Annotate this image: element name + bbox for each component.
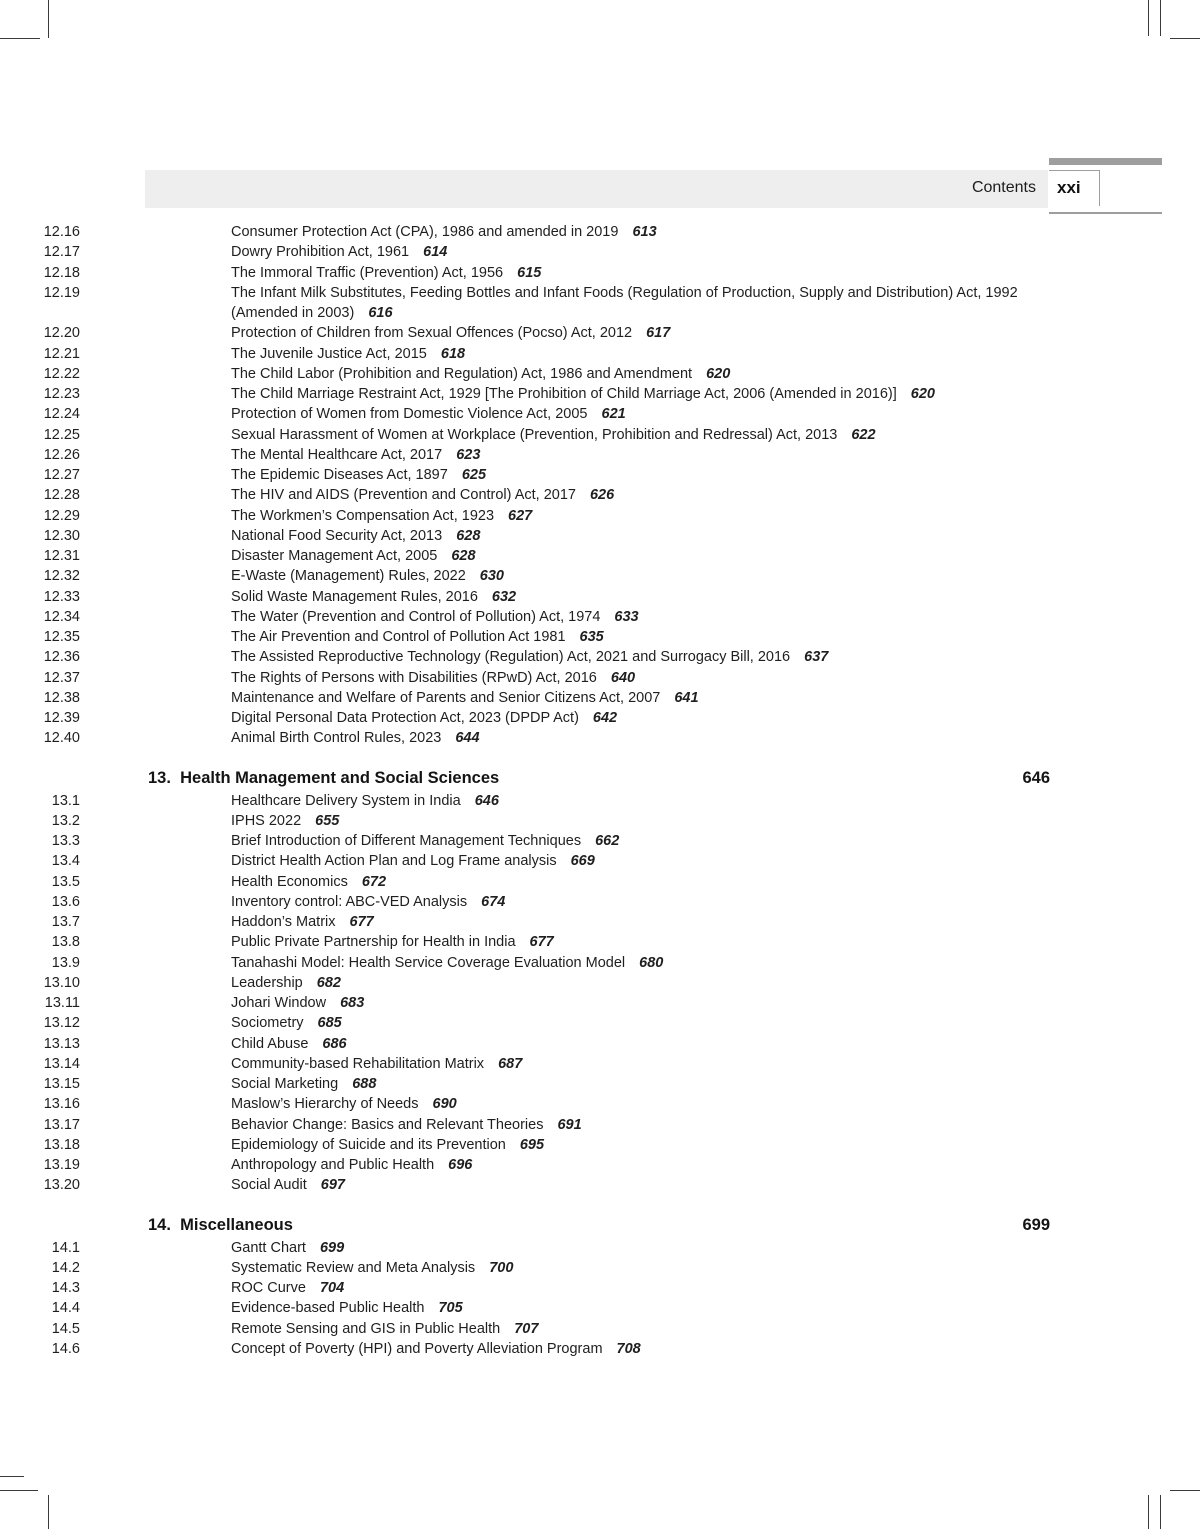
entry-title: Systematic Review and Meta Analysis xyxy=(231,1259,476,1276)
chapter-page-number: 646 xyxy=(1022,768,1050,787)
entry-title: Animal Birth Control Rules, 2023 xyxy=(231,730,442,747)
entry-number: 12.29 xyxy=(43,507,80,524)
entry-number: 14.1 xyxy=(51,1239,80,1256)
entry-text xyxy=(231,1135,1031,1155)
entry-page-number: 655 xyxy=(315,812,340,829)
entry-page-number: 699 xyxy=(319,1239,345,1256)
entry-page-number: 688 xyxy=(352,1076,377,1092)
entry-title: Disaster Management Act, 2005 xyxy=(231,548,438,564)
entry-number: 12.40 xyxy=(43,730,80,747)
entry-text xyxy=(231,1054,1031,1074)
entry-page-number: 677 xyxy=(529,934,554,951)
entry-text xyxy=(231,1074,1031,1094)
entry-page-number: 695 xyxy=(519,1136,545,1153)
entry-title: Haddon’s Matrix xyxy=(231,914,336,930)
entry-title: Brief Introduction of Different Management Techniques xyxy=(231,833,582,849)
entry-page-number: 669 xyxy=(570,853,595,870)
entry-page-number: 691 xyxy=(557,1116,582,1133)
entry-text xyxy=(231,1034,1031,1054)
entry-text xyxy=(231,973,1031,993)
entry-number: 13.5 xyxy=(51,873,80,890)
entry-title: National Food Security Act, 2013 xyxy=(231,527,443,544)
entry-title: Social Marketing xyxy=(231,1076,339,1092)
entry-text xyxy=(231,627,1031,647)
entry-text xyxy=(231,851,1031,871)
entry-page-number: 642 xyxy=(592,710,618,726)
entry-number: 14.4 xyxy=(51,1300,80,1317)
entry-title: Epidemiology of Suicide and its Prevention xyxy=(231,1136,506,1153)
entry-page-number: 697 xyxy=(320,1177,345,1194)
entry-title: E-Waste (Management) Rules, 2022 xyxy=(231,568,466,585)
entry-number: 12.35 xyxy=(43,629,80,645)
entry-text xyxy=(231,344,1031,364)
entry-number: 12.22 xyxy=(43,365,80,382)
entry-title: The Assisted Reproductive Technology (Regulation) Act, 2021 and Surrogacy Bill, 2016 xyxy=(231,649,791,666)
entry-page-number: 708 xyxy=(616,1340,641,1357)
crop-mark xyxy=(0,1476,24,1477)
entry-text xyxy=(231,872,1031,892)
entry-number: 13.15 xyxy=(43,1076,80,1092)
entry-text xyxy=(231,932,1031,952)
entry-title: Concept of Poverty (HPI) and Poverty Alleviation Program xyxy=(231,1340,603,1357)
entry-number: 13.2 xyxy=(51,812,80,829)
entry-page-number: 646 xyxy=(474,792,499,809)
entry-page-number: 621 xyxy=(601,406,626,423)
entry-page-number: 641 xyxy=(674,689,699,706)
entry-title: The Mental Healthcare Act, 2017 xyxy=(231,446,443,463)
entry-number: 12.39 xyxy=(43,710,80,726)
entry-number: 13.13 xyxy=(43,1035,80,1052)
crop-mark xyxy=(1160,0,1161,36)
entry-number: 13.3 xyxy=(51,833,80,849)
entry-title: Gantt Chart xyxy=(231,1239,306,1256)
entry-title: The Juvenile Justice Act, 2015 xyxy=(231,345,427,362)
entry-title: Remote Sensing and GIS in Public Health xyxy=(231,1320,501,1337)
entry-page-number: 686 xyxy=(322,1035,347,1052)
entry-number: 13.7 xyxy=(51,914,80,930)
entry-text xyxy=(231,384,1031,404)
entry-page-number: 622 xyxy=(851,426,876,443)
entry-page-number: 685 xyxy=(317,1015,342,1032)
entry-title: The HIV and AIDS (Prevention and Control) Act, 2017 xyxy=(231,487,576,504)
entry-page-number: 613 xyxy=(632,224,657,240)
entry-title: District Health Action Plan and Log Frame analysis xyxy=(231,853,557,870)
entry-title: Behavior Change: Basics and Relevant Theories xyxy=(231,1116,544,1133)
entry-text xyxy=(231,1298,1031,1318)
entry-title: Digital Personal Data Protection Act, 2023 (DPDP Act) xyxy=(231,710,579,726)
entry-page-number: 626 xyxy=(589,487,615,504)
entry-text xyxy=(231,546,1031,566)
entry-title: Tanahashi Model: Health Service Coverage Evaluation Model xyxy=(231,954,626,971)
entry-text xyxy=(231,791,1031,811)
entry-text xyxy=(231,323,1031,343)
entry-title: Community-based Rehabilitation Matrix xyxy=(231,1055,485,1072)
entry-page-number: 640 xyxy=(610,669,636,686)
entry-number: 12.27 xyxy=(43,467,80,483)
entry-number: 12.31 xyxy=(43,548,80,564)
entry-number: 13.20 xyxy=(43,1177,80,1194)
entry-title: Evidence-based Public Health xyxy=(231,1300,425,1317)
page-tab-bar xyxy=(1049,158,1162,165)
entry-title: The Epidemic Diseases Act, 1897 xyxy=(231,467,448,483)
entry-text xyxy=(231,242,1031,262)
crop-mark xyxy=(48,1495,49,1529)
entry-text xyxy=(231,668,1031,688)
entry-text xyxy=(231,404,1031,424)
entry-number: 12.20 xyxy=(43,325,80,342)
entry-number: 13.11 xyxy=(44,995,80,1011)
entry-number: 12.26 xyxy=(43,446,80,463)
entry-text xyxy=(231,811,1031,831)
entry-title: The Air Prevention and Control of Pollution Act 1981 xyxy=(231,629,566,645)
crop-mark xyxy=(0,38,40,39)
entry-number: 12.19 xyxy=(43,284,80,301)
entry-page-number: 683 xyxy=(340,995,365,1011)
entry-text xyxy=(231,526,1031,546)
entry-number: 13.9 xyxy=(51,954,80,971)
entry-number: 14.2 xyxy=(51,1259,80,1276)
chapter-title xyxy=(148,767,499,789)
entry-number: 12.38 xyxy=(43,689,80,706)
entry-title: The Infant Milk Substitutes, Feeding Bottles and Infant Foods (Regulation of Production, Supply and Distribution) Act, 1992 (Amended in 2003) xyxy=(231,284,1018,321)
entry-page-number: 627 xyxy=(508,507,533,524)
page-tab-line xyxy=(1049,170,1099,171)
chapter-title xyxy=(148,1214,293,1236)
entry-title: Sociometry xyxy=(231,1015,304,1032)
entry-number: 12.30 xyxy=(43,527,80,544)
entry-page-number: 630 xyxy=(479,568,504,585)
entry-page-number: 672 xyxy=(361,873,387,890)
entry-number: 14.6 xyxy=(51,1340,80,1357)
entry-text xyxy=(231,425,1031,445)
entry-text xyxy=(231,1238,1031,1258)
crop-mark xyxy=(0,1490,38,1491)
entry-title: The Workmen’s Compensation Act, 1923 xyxy=(231,507,495,524)
entry-page-number: 633 xyxy=(614,608,639,625)
entry-text xyxy=(231,1339,1031,1359)
entry-text xyxy=(231,587,1031,607)
entry-number: 12.36 xyxy=(43,649,80,666)
entry-text xyxy=(231,607,1031,627)
entry-number: 14.5 xyxy=(51,1320,80,1337)
entry-number: 12.24 xyxy=(43,406,80,423)
entry-page-number: 625 xyxy=(461,467,487,483)
entry-text xyxy=(231,485,1031,505)
entry-number: 12.32 xyxy=(43,568,80,585)
chapter-number: 13. xyxy=(148,768,171,787)
entry-page-number: 632 xyxy=(491,588,517,605)
entry-number: 12.21 xyxy=(43,345,80,362)
entry-number: 13.10 xyxy=(43,974,80,991)
entry-page-number: 644 xyxy=(455,730,480,747)
chapter-title-text: Health Management and Social Sciences xyxy=(180,768,500,787)
entry-title: Health Economics xyxy=(231,873,348,890)
entry-page-number: 690 xyxy=(432,1096,457,1113)
chapter-number: 14. xyxy=(148,1215,171,1234)
entry-title: The Rights of Persons with Disabilities (RPwD) Act, 2016 xyxy=(231,669,597,686)
entry-text xyxy=(231,1175,1031,1195)
entry-text xyxy=(231,912,1031,932)
entry-title: Sexual Harassment of Women at Workplace (Prevention, Prohibition and Redressal) Act, 2013 xyxy=(231,426,838,443)
entry-text xyxy=(231,445,1031,465)
entry-title: ROC Curve xyxy=(231,1280,306,1296)
entry-text xyxy=(231,831,1031,851)
crop-mark xyxy=(1148,0,1149,36)
entry-number: 13.14 xyxy=(43,1055,80,1072)
entry-title: Inventory control: ABC-VED Analysis xyxy=(231,893,468,910)
page-number: xxi xyxy=(1057,178,1081,197)
crop-mark xyxy=(1148,1495,1149,1529)
entry-text xyxy=(231,953,1031,973)
entry-title: The Child Marriage Restraint Act, 1929 [The Prohibition of Child Marriage Act, 2006 (Amended in 2016)] xyxy=(231,386,897,402)
entry-text xyxy=(231,688,1031,708)
entry-number: 12.16 xyxy=(43,224,80,240)
entry-text xyxy=(231,647,1031,667)
entry-page-number: 704 xyxy=(319,1280,345,1296)
entry-number: 13.17 xyxy=(43,1116,80,1133)
entry-title: Johari Window xyxy=(231,995,327,1011)
entry-page-number: 696 xyxy=(448,1157,473,1173)
entry-number: 12.37 xyxy=(43,669,80,686)
entry-number: 13.1 xyxy=(51,792,80,809)
entry-number: 13.6 xyxy=(51,893,80,910)
entry-title: Maintenance and Welfare of Parents and Senior Citizens Act, 2007 xyxy=(231,689,661,706)
entry-number: 12.18 xyxy=(43,264,80,281)
entry-page-number: 628 xyxy=(456,527,481,544)
entry-page-number: 687 xyxy=(498,1055,523,1072)
entry-number: 12.34 xyxy=(43,608,80,625)
entry-text xyxy=(231,1115,1031,1135)
entry-number: 13.8 xyxy=(51,934,80,951)
entry-text xyxy=(231,1013,1031,1033)
chapter-title-text: Miscellaneous xyxy=(180,1215,293,1234)
page-tab-line xyxy=(1099,170,1100,206)
entry-text xyxy=(231,566,1031,586)
entry-number: 13.12 xyxy=(43,1015,80,1032)
entry-text xyxy=(231,1278,1031,1298)
entry-page-number: 617 xyxy=(646,325,671,342)
entry-page-number: 620 xyxy=(706,365,731,382)
entry-number: 13.18 xyxy=(43,1136,80,1153)
entry-page-number: 680 xyxy=(639,954,664,971)
entry-number: 13.4 xyxy=(51,853,80,870)
entry-page-number: 637 xyxy=(804,649,829,666)
entry-title: Healthcare Delivery System in India xyxy=(231,792,461,809)
entry-page-number: 707 xyxy=(514,1320,539,1337)
entry-number: 12.25 xyxy=(43,426,80,443)
entry-page-number: 623 xyxy=(456,446,481,463)
entry-page-number: 620 xyxy=(910,386,935,402)
entry-title: Child Abuse xyxy=(231,1035,309,1052)
entry-page-number: 677 xyxy=(349,914,374,930)
entry-page-number: 614 xyxy=(423,244,448,261)
entry-page-number: 635 xyxy=(579,629,604,645)
entry-text xyxy=(231,728,1031,748)
entry-number: 12.17 xyxy=(43,244,80,261)
entry-title: Protection of Children from Sexual Offences (Pocso) Act, 2012 xyxy=(231,325,633,342)
entry-text xyxy=(231,708,1031,728)
crop-mark xyxy=(48,0,49,38)
entry-number: 12.28 xyxy=(43,487,80,504)
entry-text xyxy=(231,283,1031,323)
entry-text xyxy=(231,1258,1031,1278)
entry-title: Anthropology and Public Health xyxy=(231,1157,435,1173)
entry-number: 12.23 xyxy=(43,386,80,402)
entry-text xyxy=(231,892,1031,912)
running-header-title: Contents xyxy=(971,179,1036,196)
entry-page-number: 700 xyxy=(489,1259,514,1276)
entry-page-number: 674 xyxy=(481,893,506,910)
entry-number: 12.33 xyxy=(43,588,80,605)
entry-text xyxy=(231,993,1031,1013)
entry-title: The Immoral Traffic (Prevention) Act, 1956 xyxy=(231,264,504,281)
entry-number: 13.19 xyxy=(43,1157,80,1173)
entry-title: Protection of Women from Domestic Violence Act, 2005 xyxy=(231,406,588,423)
entry-page-number: 615 xyxy=(517,264,542,281)
entry-text xyxy=(231,506,1031,526)
entry-page-number: 682 xyxy=(316,974,341,991)
entry-title: Public Private Partnership for Health in India xyxy=(231,934,516,951)
entry-title: Leadership xyxy=(231,974,303,991)
entry-title: Social Audit xyxy=(231,1177,307,1194)
entry-title: The Child Labor (Prohibition and Regulation) Act, 1986 and Amendment xyxy=(231,365,693,382)
entry-page-number: 616 xyxy=(368,304,393,321)
entry-title: The Water (Prevention and Control of Pollution) Act, 1974 xyxy=(231,608,601,625)
entry-page-number: 705 xyxy=(438,1300,463,1317)
entry-text xyxy=(231,1155,1031,1175)
crop-mark xyxy=(1170,38,1200,39)
entry-page-number: 628 xyxy=(451,548,476,564)
entry-title: Solid Waste Management Rules, 2016 xyxy=(231,588,478,605)
page-tab-line xyxy=(1049,212,1162,214)
entry-number: 14.3 xyxy=(51,1280,80,1296)
chapter-page-number: 699 xyxy=(1022,1215,1050,1234)
entry-title: IPHS 2022 xyxy=(231,812,302,829)
crop-mark xyxy=(1160,1495,1161,1529)
entry-page-number: 618 xyxy=(440,345,466,362)
entry-number: 13.16 xyxy=(43,1096,80,1113)
entry-title: Dowry Prohibition Act, 1961 xyxy=(231,244,410,261)
entry-text xyxy=(231,465,1031,485)
entry-title: Maslow’s Hierarchy of Needs xyxy=(231,1096,419,1113)
crop-mark xyxy=(1170,1490,1200,1491)
entry-text xyxy=(231,222,1031,242)
entry-text xyxy=(231,263,1031,283)
entry-text xyxy=(231,1094,1031,1114)
entry-page-number: 662 xyxy=(595,833,620,849)
entry-text xyxy=(231,1319,1031,1339)
entry-title: Consumer Protection Act (CPA), 1986 and amended in 2019 xyxy=(231,224,619,240)
entry-text xyxy=(231,364,1031,384)
